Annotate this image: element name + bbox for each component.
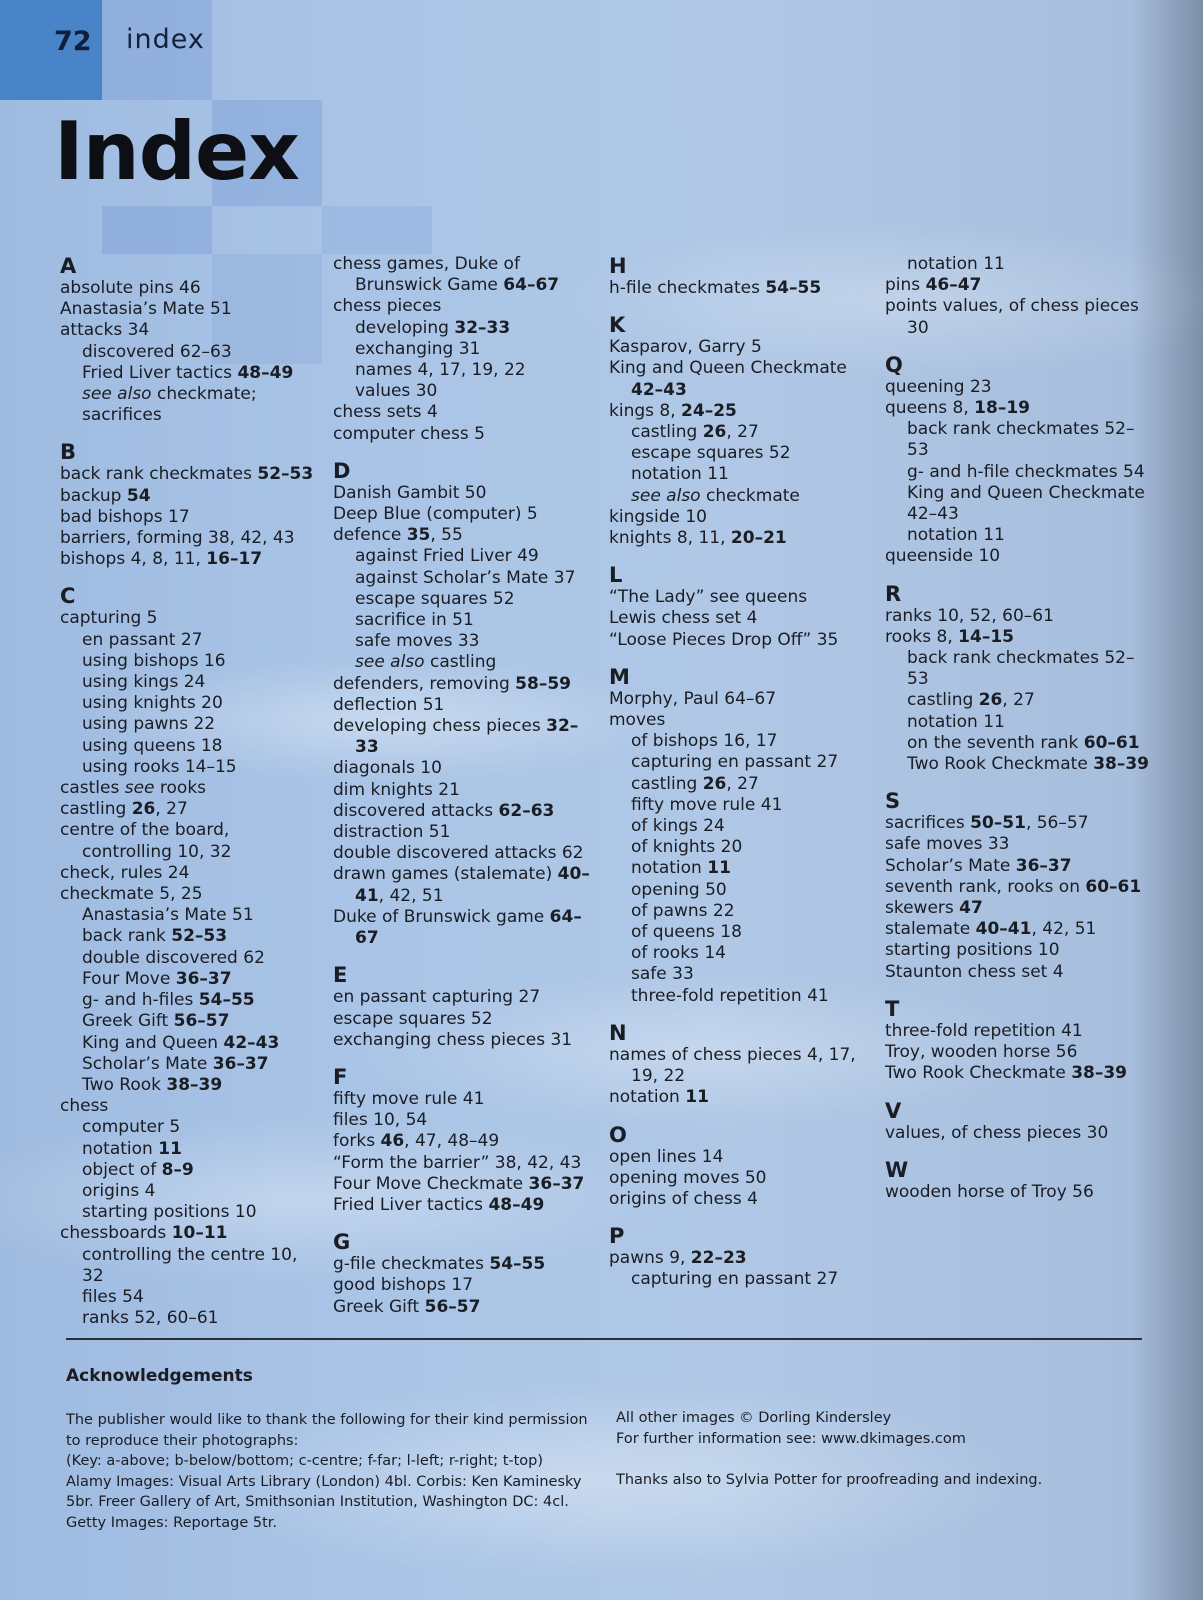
- acknowledgements-title: Acknowledgements: [66, 1366, 253, 1386]
- ack-paragraph: (Key: a-above; b-below/bottom; c-centre; f-far; l-left; r-right; t-top): [66, 1453, 544, 1469]
- index-subentry: safe 33: [631, 964, 694, 985]
- index-entry: pawns 9, 22–23: [609, 1248, 747, 1269]
- index-column-2: [333, 254, 601, 1318]
- index-subentry: escape squares 52: [631, 443, 791, 464]
- index-entry: rooks 8, 14–15: [885, 626, 1014, 647]
- index-letter-heading: K: [609, 313, 626, 338]
- section-divider: [66, 1338, 1142, 1340]
- index-column-4: [885, 254, 1155, 1203]
- index-subentry: castling 26, 27: [631, 422, 759, 443]
- index-subentry: notation 11: [631, 858, 731, 879]
- index-subentry: discovered 62–63: [82, 341, 232, 362]
- index-entry: checkmate 5, 25: [60, 884, 203, 905]
- index-letter-heading: A: [60, 254, 77, 278]
- index-letter-heading: G: [333, 1230, 351, 1255]
- index-column-3: [609, 254, 871, 1291]
- index-entry: queenside 10: [885, 546, 1001, 567]
- index-entry: queening 23: [885, 376, 992, 397]
- index-subentry: Greek Gift 56–57: [82, 1011, 230, 1032]
- index-entry: defenders, removing 58–59: [333, 673, 571, 694]
- index-entry: Two Rook Checkmate 38–39: [885, 1063, 1128, 1084]
- index-entry: castling 26, 27: [60, 799, 188, 820]
- index-subentry: using rooks 14–15: [82, 756, 237, 777]
- index-subentry: using pawns 22: [82, 714, 216, 735]
- index-subentry: g- and h-file checkmates 54: [907, 461, 1145, 482]
- ack-line: For further information see: www.dkimages.com: [616, 1430, 966, 1447]
- index-subentry: exchanging 31: [355, 338, 481, 359]
- index-entry: escape squares 52: [333, 1008, 493, 1029]
- index-subentry: capturing en passant 27: [631, 1269, 839, 1290]
- index-entry: Staunton chess set 4: [885, 961, 1064, 982]
- index-entry: barriers, forming 38, 42, 43: [60, 528, 295, 549]
- acknowledgements-left: [66, 1410, 606, 1533]
- index-entry: Lewis chess set 4: [609, 608, 758, 629]
- index-subentry: controlling the centre 10, 32: [82, 1244, 298, 1286]
- index-entry: chess sets 4: [333, 402, 438, 423]
- index-subentry: notation 11: [907, 254, 1005, 274]
- index-entry: double discovered attacks 62: [333, 843, 584, 864]
- checker-square: [322, 206, 432, 254]
- index-entry: Danish Gambit 50: [333, 482, 487, 503]
- index-entry: queens 8, 18–19: [885, 398, 1030, 419]
- index-entry: bishops 4, 8, 11, 16–17: [60, 549, 263, 570]
- index-entry: Anastasia’s Mate 51: [60, 299, 232, 320]
- index-subentry: Fried Liver tactics 48–49: [82, 362, 294, 383]
- index-subentry: back rank checkmates 52–53: [907, 419, 1135, 461]
- index-subentry: three-fold repetition 41: [631, 985, 829, 1006]
- index-letter-heading: H: [609, 254, 627, 278]
- index-letter-heading: E: [333, 963, 348, 988]
- index-subentry: sacrifice in 51: [355, 610, 474, 631]
- index-subentry: Four Move 36–37: [82, 968, 232, 989]
- index-subentry: origins 4: [82, 1180, 156, 1201]
- index-entry: ranks 10, 52, 60–61: [885, 605, 1054, 626]
- index-subentry: notation 11: [907, 711, 1005, 732]
- index-column-1: [60, 254, 322, 1329]
- index-entry: “The Lady” see queens: [609, 587, 808, 608]
- index-subentry: object of 8–9: [82, 1159, 194, 1180]
- index-letter-heading: O: [609, 1122, 627, 1147]
- index-subentry: en passant 27: [82, 629, 203, 650]
- index-entry: open lines 14: [609, 1146, 724, 1167]
- index-entry: Duke of Brunswick game 64–67: [333, 906, 582, 949]
- index-subentry: see also checkmate: [631, 485, 800, 506]
- index-entry: defence 35, 55: [333, 525, 463, 546]
- index-letter-heading: T: [885, 996, 900, 1021]
- index-entry: Morphy, Paul 64–67: [609, 688, 777, 709]
- index-letter-heading: Q: [885, 352, 903, 377]
- index-entry: g-file checkmates 54–55: [333, 1254, 546, 1275]
- index-letter-heading: R: [885, 581, 902, 606]
- index-subentry: files 54: [82, 1286, 144, 1307]
- index-subentry: notation 11: [82, 1138, 182, 1159]
- index-entry: values, of chess pieces 30: [885, 1122, 1109, 1143]
- index-entry: three-fold repetition 41: [885, 1020, 1083, 1041]
- index-entry: deflection 51: [333, 694, 445, 715]
- index-entry: “Form the barrier” 38, 42, 43: [333, 1152, 582, 1173]
- index-entry: castles see rooks: [60, 778, 207, 799]
- index-subentry: of bishops 16, 17: [631, 731, 778, 752]
- index-subentry: of pawns 22: [631, 900, 735, 921]
- index-subentry: notation 11: [631, 464, 729, 485]
- index-subentry: capturing en passant 27: [631, 752, 839, 773]
- index-letter-heading: N: [609, 1020, 627, 1045]
- index-entry: drawn games (stalemate) 40–41, 42, 51: [333, 864, 590, 906]
- index-entry: pins 46–47: [885, 275, 982, 296]
- index-subentry: Two Rook 38–39: [82, 1074, 223, 1095]
- index-entry: dim knights 21: [333, 779, 460, 800]
- ack-line: All other images © Dorling Kindersley: [616, 1410, 892, 1426]
- index-subentry: of knights 20: [631, 837, 743, 858]
- index-subentry: opening 50: [631, 879, 727, 900]
- index-subentry: back rank 52–53: [82, 926, 228, 947]
- index-entry: chess pieces: [333, 296, 442, 317]
- index-subentry: castling 26, 27: [631, 773, 759, 794]
- index-subentry: King and Queen Checkmate 42–43: [907, 482, 1145, 525]
- index-subentry: using knights 20: [82, 693, 223, 714]
- index-entry: Scholar’s Mate 36–37: [885, 855, 1072, 876]
- index-entry: diagonals 10: [333, 758, 442, 779]
- page-title: Index: [54, 105, 299, 198]
- index-letter-heading: M: [609, 664, 630, 689]
- index-subentry: notation 11: [907, 525, 1005, 546]
- index-entry: distraction 51: [333, 822, 451, 843]
- index-subentry: against Scholar’s Mate 37: [355, 567, 576, 588]
- index-subentry: starting positions 10: [82, 1202, 257, 1223]
- index-entry: wooden horse of Troy 56: [885, 1181, 1094, 1202]
- index-entry: absolute pins 46: [60, 278, 201, 298]
- index-subentry: of rooks 14: [631, 943, 726, 964]
- index-entry: Kasparov, Garry 5: [609, 337, 762, 358]
- index-entry: King and Queen Checkmate 42–43: [609, 358, 847, 400]
- index-subentry: Two Rook Checkmate 38–39: [907, 754, 1150, 775]
- index-subentry: using kings 24: [82, 672, 206, 693]
- index-letter-heading: F: [333, 1064, 348, 1089]
- index-letter-heading: V: [885, 1098, 902, 1123]
- index-subentry: g- and h-files 54–55: [82, 990, 255, 1011]
- page-number: 72: [54, 26, 92, 57]
- index-subentry: of kings 24: [631, 816, 725, 837]
- index-entry: chess: [60, 1096, 109, 1117]
- index-subentry: ranks 52, 60–61: [82, 1308, 219, 1329]
- index-entry: Greek Gift 56–57: [333, 1296, 481, 1317]
- ack-line: Thanks also to Sylvia Potter for proofreading and indexing.: [616, 1472, 1043, 1488]
- ack-paragraph: The publisher would like to thank the following for their kind permission to reproduce their photographs:: [66, 1412, 588, 1449]
- index-letter-heading: W: [885, 1157, 909, 1182]
- index-entry: developing chess pieces 32–33: [333, 716, 579, 758]
- index-entry: names of chess pieces 4, 17, 19, 22: [609, 1044, 856, 1087]
- index-subentry: see also checkmate; sacrifices: [82, 384, 257, 426]
- index-entry: moves: [609, 710, 666, 731]
- index-entry: bad bishops 17: [60, 506, 190, 527]
- index-entry: skewers 47: [885, 898, 983, 919]
- index-subentry: on the seventh rank 60–61: [907, 732, 1140, 753]
- index-entry: Fried Liver tactics 48–49: [333, 1194, 545, 1215]
- index-letter-heading: B: [60, 440, 77, 465]
- index-subentry: using queens 18: [82, 735, 223, 756]
- index-entry: centre of the board, controlling 10, 32: [60, 820, 232, 862]
- index-entry: Four Move Checkmate 36–37: [333, 1173, 585, 1194]
- index-subentry: computer 5: [82, 1117, 181, 1138]
- index-entry: starting positions 10: [885, 940, 1060, 961]
- index-subentry: back rank checkmates 52–53: [907, 648, 1135, 690]
- index-entry: discovered attacks 62–63: [333, 800, 555, 821]
- index-entry: stalemate 40–41, 42, 51: [885, 919, 1097, 940]
- index-entry: forks 46, 47, 48–49: [333, 1131, 500, 1152]
- index-entry: sacrifices 50–51, 56–57: [885, 813, 1089, 834]
- index-entry: kingside 10: [609, 506, 707, 527]
- index-entry: good bishops 17: [333, 1275, 474, 1296]
- index-subentry: developing 32–33: [355, 317, 511, 338]
- index-entry: Troy, wooden horse 56: [885, 1042, 1078, 1063]
- index-letter-heading: C: [60, 584, 76, 609]
- index-entry: origins of chess 4: [609, 1188, 758, 1209]
- index-subentry: Scholar’s Mate 36–37: [82, 1053, 269, 1074]
- index-subentry: see also castling: [355, 652, 497, 673]
- index-entry: backup 54: [60, 485, 151, 506]
- index-letter-heading: D: [333, 458, 351, 483]
- index-entry: back rank checkmates 52–53: [60, 464, 314, 485]
- index-subentry: King and Queen 42–43: [82, 1032, 280, 1053]
- index-entry: Deep Blue (computer) 5: [333, 504, 538, 525]
- index-entry: capturing 5: [60, 608, 158, 629]
- index-entry: en passant capturing 27: [333, 987, 541, 1008]
- index-entry: “Loose Pieces Drop Off” 35: [609, 629, 839, 650]
- index-entry: computer chess 5: [333, 423, 485, 444]
- index-subentry: escape squares 52: [355, 588, 515, 609]
- index-entry: chess games, Duke of Brunswick Game 64–67: [333, 254, 560, 296]
- index-subentry: Anastasia’s Mate 51: [82, 905, 254, 926]
- index-entry: attacks 34: [60, 320, 150, 341]
- index-entry: chessboards 10–11: [60, 1223, 228, 1244]
- index-entry: knights 8, 11, 20–21: [609, 528, 787, 549]
- index-entry: safe moves 33: [885, 834, 1010, 855]
- index-subentry: fifty move rule 41: [631, 794, 783, 815]
- index-subentry: using bishops 16: [82, 650, 226, 671]
- index-subentry: safe moves 33: [355, 631, 480, 652]
- index-letter-heading: L: [609, 563, 623, 588]
- index-entry: files 10, 54: [333, 1110, 428, 1131]
- index-subentry: of queens 18: [631, 922, 742, 943]
- ack-paragraph: Alamy Images: Visual Arts Library (London) 4bl. Corbis: Ken Kaminesky 5br. Freer Gallery of Art, Smithsonian Institution, Washington DC: 4cl. Getty Images: Reportage 5tr.: [66, 1473, 582, 1531]
- index-subentry: values 30: [355, 381, 438, 402]
- checker-square: [102, 206, 212, 254]
- index-subentry: against Fried Liver 49: [355, 546, 539, 567]
- index-subentry: names 4, 17, 19, 22: [355, 360, 526, 381]
- acknowledgements-right: [616, 1408, 1136, 1491]
- index-entry: exchanging chess pieces 31: [333, 1029, 573, 1050]
- index-entry: h-file checkmates 54–55: [609, 278, 822, 298]
- index-entry: notation 11: [609, 1087, 709, 1108]
- index-entry: check, rules 24: [60, 862, 190, 883]
- index-subentry: castling 26, 27: [907, 690, 1035, 711]
- index-entry: seventh rank, rooks on 60–61: [885, 876, 1142, 897]
- index-letter-heading: S: [885, 789, 901, 814]
- index-entry: fifty move rule 41: [333, 1088, 485, 1109]
- index-entry: opening moves 50: [609, 1167, 767, 1188]
- index-letter-heading: P: [609, 1224, 625, 1249]
- index-entry: points values, of chess pieces 30: [885, 296, 1139, 338]
- ack-spacer: [616, 1449, 1136, 1470]
- running-head: index: [126, 24, 205, 55]
- index-entry: kings 8, 24–25: [609, 400, 737, 421]
- index-subentry: double discovered 62: [82, 947, 265, 968]
